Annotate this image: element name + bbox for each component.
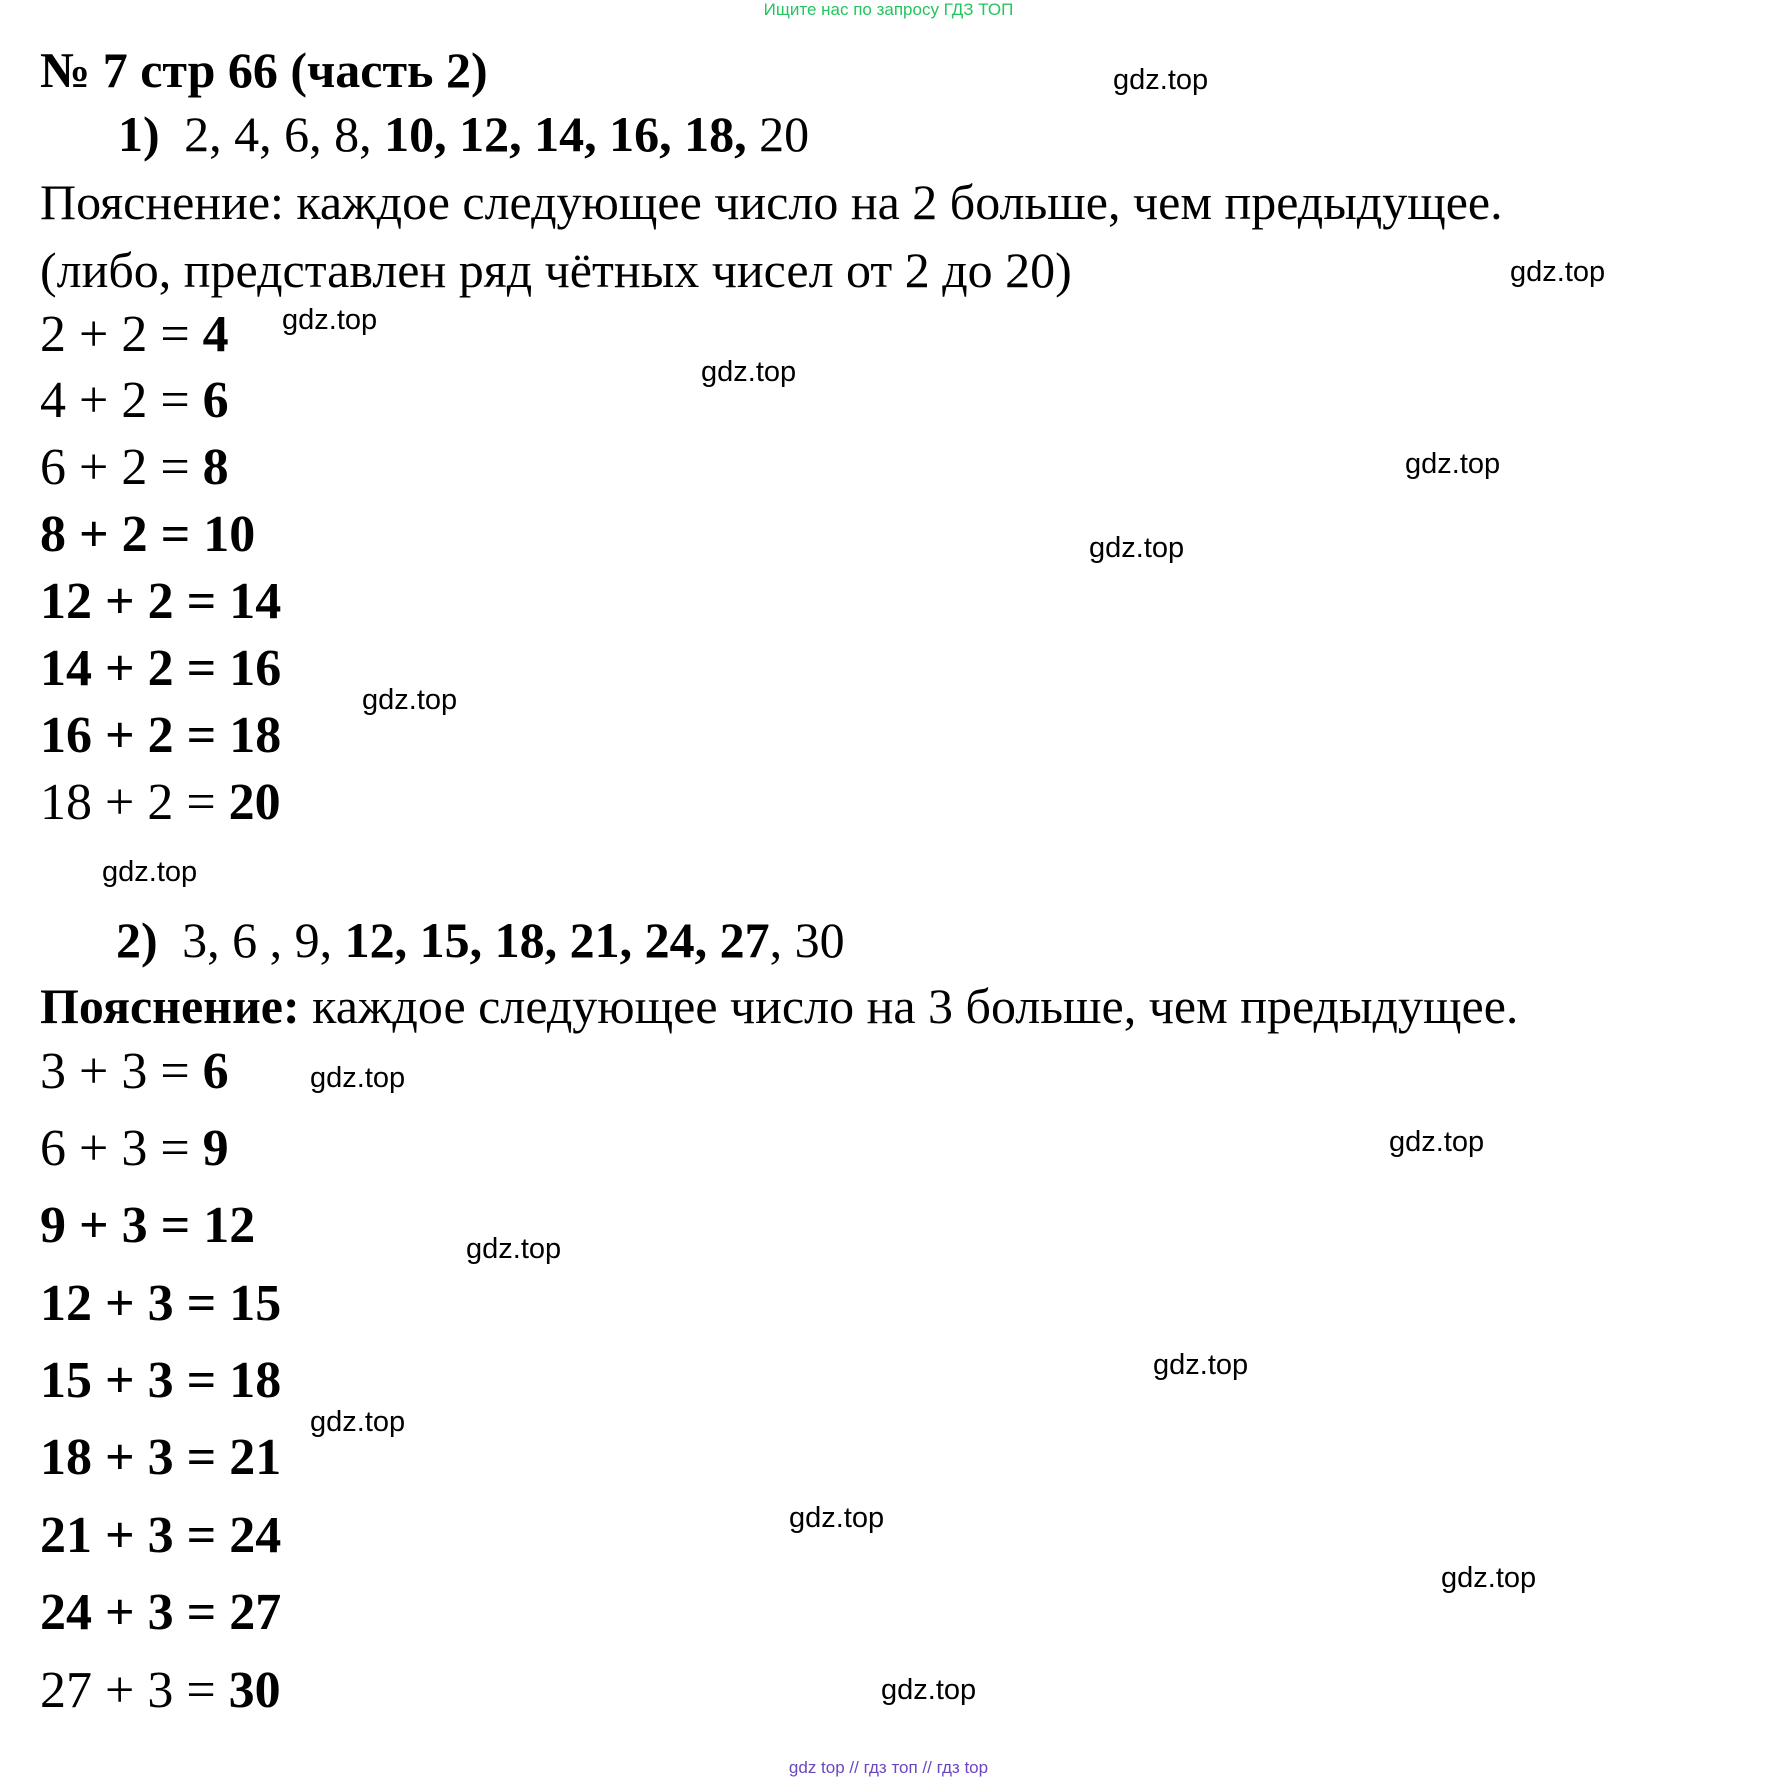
part2-equation: 21 + 3 = 24 [40, 1507, 282, 1564]
part2-sequence [116, 910, 845, 970]
watermark: gdz.top [102, 856, 198, 888]
part2-equation: 24 + 3 = 27 [40, 1584, 282, 1641]
part1-equation [40, 304, 229, 366]
part1-equation: 12 + 2 = 14 [40, 573, 282, 630]
eq-lhs: 4 + 2 = [40, 372, 190, 429]
part2-equation: 9 + 3 = 12 [40, 1197, 256, 1254]
part1-equation: 8 + 2 = 10 [40, 506, 256, 563]
part1-seq-end: 20 [759, 106, 810, 162]
eq-lhs: 3 + 3 = [40, 1043, 190, 1100]
watermark: gdz.top [1510, 256, 1606, 288]
watermark: gdz.top [1389, 1126, 1485, 1158]
page-title: № 7 стр 66 (часть 2) [40, 42, 488, 98]
eq-rhs: 6 [202, 1043, 229, 1100]
eq-lhs: 27 + 3 = [40, 1662, 216, 1719]
part2-equation [40, 1660, 281, 1722]
eq-rhs: 30 [228, 1662, 281, 1719]
explanation-label: Пояснение: [40, 978, 300, 1034]
part1-equation: 16 + 2 = 18 [40, 707, 282, 764]
watermark: gdz.top [1113, 64, 1209, 96]
part2-seq-bold: 12, 15, 18, 21, 24, 27 [344, 912, 770, 968]
watermark: gdz.top [1441, 1562, 1537, 1594]
watermark: gdz.top [701, 356, 797, 388]
watermark: gdz.top [789, 1502, 885, 1534]
part1-equation: 14 + 2 = 16 [40, 640, 282, 697]
top-banner: Ищите нас по запросу ГДЗ ТОП [763, 0, 1014, 19]
watermark: gdz.top [1405, 448, 1501, 480]
part2-equation: 18 + 3 = 21 [40, 1429, 282, 1486]
part1-equation [40, 370, 229, 432]
eq-rhs: 6 [202, 372, 229, 429]
eq-rhs: 8 [202, 439, 229, 496]
part2-explanation [40, 976, 1518, 1036]
explanation-text: каждое следующее число на 3 больше, чем предыдущее. [312, 978, 1519, 1034]
part2-seq-plain: 3, 6 , 9, [182, 912, 333, 968]
watermark: gdz.top [310, 1406, 406, 1438]
watermark: gdz.top [362, 684, 458, 716]
watermark: gdz.top [1089, 532, 1185, 564]
eq-rhs: 20 [228, 774, 281, 831]
part2-equation [40, 1118, 229, 1180]
part1-equation [40, 437, 229, 499]
part1-explanation-2: (либо, представлен ряд чётных чисел от 2 до 20) [40, 242, 1072, 298]
watermark: gdz.top [466, 1233, 562, 1265]
eq-lhs: 2 + 2 = [40, 306, 190, 363]
eq-rhs: 9 [202, 1120, 229, 1177]
part2-equation: 12 + 3 = 15 [40, 1275, 282, 1332]
watermark: gdz.top [282, 304, 378, 336]
eq-lhs: 6 + 2 = [40, 439, 190, 496]
watermark: gdz.top [881, 1674, 977, 1706]
part2-seq-end: , 30 [769, 912, 845, 968]
part1-equation [40, 772, 281, 834]
eq-rhs: 4 [202, 306, 229, 363]
bottom-banner: gdz top // гдз топ // гдз top [788, 1758, 989, 1777]
part2-number: 2) [116, 912, 158, 968]
part2-equation [40, 1041, 229, 1103]
eq-lhs: 6 + 3 = [40, 1120, 190, 1177]
part1-seq-bold: 10, 12, 14, 16, 18, [384, 106, 747, 162]
watermark: gdz.top [1153, 1349, 1249, 1381]
part2-equation: 15 + 3 = 18 [40, 1352, 282, 1409]
part1-number: 1) [118, 106, 160, 162]
eq-lhs: 18 + 2 = [40, 774, 216, 831]
watermark: gdz.top [310, 1062, 406, 1094]
part1-explanation: Пояснение: каждое следующее число на 2 больше, чем предыдущее. [40, 174, 1503, 230]
part1-seq-plain: 2, 4, 6, 8, [184, 106, 372, 162]
part1-sequence [118, 104, 809, 164]
